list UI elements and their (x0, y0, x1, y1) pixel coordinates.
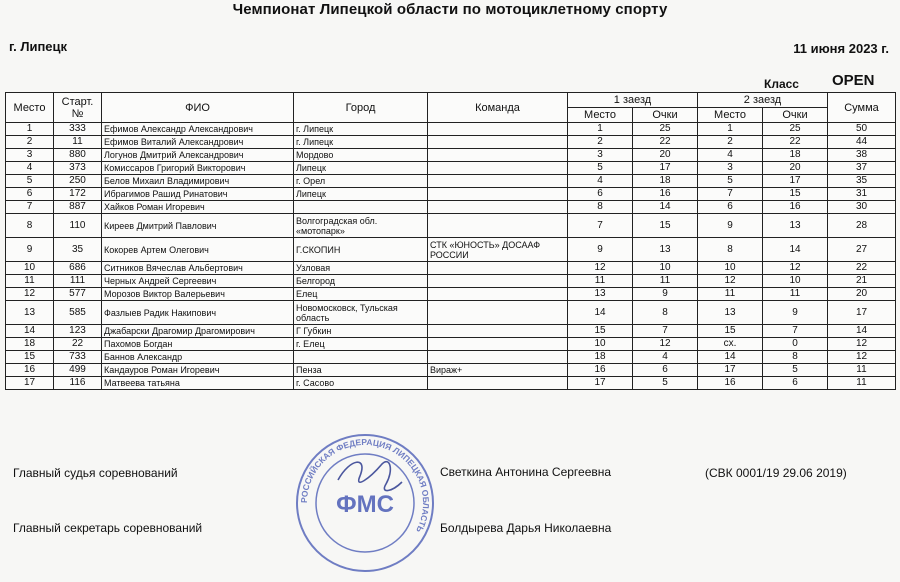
row-city: Липецк (294, 162, 428, 175)
row-heat1-points: 15 (633, 214, 698, 238)
row-heat1-points: 20 (633, 149, 698, 162)
row-heat1-place: 2 (568, 136, 633, 149)
row-name: Фазлыев Радик Накипович (102, 301, 294, 325)
row-sum: 31 (828, 188, 896, 201)
results-table (5, 92, 896, 390)
row-heat1-points: 10 (633, 262, 698, 275)
row-heat1-points: 22 (633, 136, 698, 149)
col-sum: Сумма (828, 93, 896, 123)
row-city: Волгоградская обл. «мотопарк» (294, 214, 428, 238)
row-heat2-points: 16 (763, 201, 828, 214)
row-heat1-place: 16 (568, 364, 633, 377)
table-row (6, 364, 896, 377)
col-start-no-line2: № (71, 107, 84, 120)
row-name: Ситников Вячеслав Альбертович (102, 262, 294, 275)
row-place: 3 (6, 149, 54, 162)
table-row (6, 325, 896, 338)
row-city: г. Липецк (294, 123, 428, 136)
row-heat1-points: 14 (633, 201, 698, 214)
row-name: Кокорев Артем Олегович (102, 238, 294, 262)
row-city: г. Елец (294, 338, 428, 351)
row-heat2-place: 10 (698, 262, 763, 275)
row-name: Морозов Виктор Валерьевич (102, 288, 294, 301)
row-start-no: 887 (54, 201, 102, 214)
row-heat1-points: 12 (633, 338, 698, 351)
row-heat2-points: 10 (763, 275, 828, 288)
row-name: Ефимов Виталий Александрович (102, 136, 294, 149)
row-team (428, 149, 568, 162)
col-heat2: 2 заезд (698, 93, 828, 108)
table-row (6, 275, 896, 288)
row-heat1-place: 15 (568, 325, 633, 338)
col-place: Место (6, 93, 54, 123)
row-start-no: 733 (54, 351, 102, 364)
col-heat1-place: Место (568, 108, 633, 123)
class-label: Класс (764, 77, 799, 91)
row-team (428, 123, 568, 136)
row-heat1-place: 14 (568, 301, 633, 325)
table-row (6, 162, 896, 175)
row-heat1-place: 10 (568, 338, 633, 351)
table-row (6, 175, 896, 188)
row-sum: 17 (828, 301, 896, 325)
row-sum: 14 (828, 325, 896, 338)
row-heat2-points: 9 (763, 301, 828, 325)
col-start-no-line1: Старт. (61, 95, 94, 108)
judge-role: Главный судья соревнований (13, 466, 178, 480)
row-heat2-place: 9 (698, 214, 763, 238)
row-team (428, 136, 568, 149)
row-sum: 22 (828, 262, 896, 275)
row-team (428, 201, 568, 214)
col-city: Город (294, 93, 428, 123)
row-sum: 28 (828, 214, 896, 238)
judge-certificate: (СВК 0001/19 29.06 2019) (705, 466, 847, 480)
table-row (6, 262, 896, 275)
row-heat2-points: 11 (763, 288, 828, 301)
row-start-no: 577 (54, 288, 102, 301)
row-heat1-place: 3 (568, 149, 633, 162)
row-heat2-points: 7 (763, 325, 828, 338)
row-heat2-points: 20 (763, 162, 828, 175)
row-team (428, 377, 568, 390)
row-heat2-place: 7 (698, 188, 763, 201)
official-stamp (290, 428, 440, 578)
row-sum: 44 (828, 136, 896, 149)
row-heat1-place: 5 (568, 162, 633, 175)
city-label: г. Липецк (9, 39, 68, 54)
row-heat2-points: 0 (763, 338, 828, 351)
row-sum: 50 (828, 123, 896, 136)
row-city: Новомосковск, Тульская область (294, 301, 428, 325)
row-city: Мордово (294, 149, 428, 162)
col-heat1-points: Очки (633, 108, 698, 123)
table-row (6, 288, 896, 301)
row-place: 17 (6, 377, 54, 390)
row-team (428, 301, 568, 325)
row-start-no: 686 (54, 262, 102, 275)
row-team (428, 175, 568, 188)
row-start-no: 880 (54, 149, 102, 162)
row-start-no: 333 (54, 123, 102, 136)
row-heat1-points: 8 (633, 301, 698, 325)
row-start-no: 111 (54, 275, 102, 288)
row-city: Г.СКОПИН (294, 238, 428, 262)
table-row (6, 338, 896, 351)
class-value: OPEN (832, 72, 875, 89)
row-team: СТК «ЮНОСТЬ» ДОСААФ РОССИИ (428, 238, 568, 262)
row-start-no: 11 (54, 136, 102, 149)
row-name: Киреев Дмитрий Павлович (102, 214, 294, 238)
row-heat1-place: 11 (568, 275, 633, 288)
row-city: Белгород (294, 275, 428, 288)
row-team (428, 288, 568, 301)
row-place: 1 (6, 123, 54, 136)
row-team (428, 275, 568, 288)
row-place: 14 (6, 325, 54, 338)
row-place: 4 (6, 162, 54, 175)
row-heat2-points: 17 (763, 175, 828, 188)
row-heat1-points: 6 (633, 364, 698, 377)
row-name: Хайков Роман Игоревич (102, 201, 294, 214)
row-heat1-points: 13 (633, 238, 698, 262)
row-heat2-place: 17 (698, 364, 763, 377)
row-heat2-points: 15 (763, 188, 828, 201)
row-heat1-points: 18 (633, 175, 698, 188)
table-row (6, 377, 896, 390)
row-heat1-place: 6 (568, 188, 633, 201)
row-start-no: 123 (54, 325, 102, 338)
row-heat1-place: 8 (568, 201, 633, 214)
row-city: Пенза (294, 364, 428, 377)
row-team (428, 214, 568, 238)
row-start-no: 116 (54, 377, 102, 390)
row-heat1-place: 17 (568, 377, 633, 390)
row-name: Ибрагимов Рашид Ринатович (102, 188, 294, 201)
row-city: Г Губкин (294, 325, 428, 338)
row-sum: 30 (828, 201, 896, 214)
col-heat2-place: Место (698, 108, 763, 123)
row-place: 8 (6, 214, 54, 238)
row-city: Узловая (294, 262, 428, 275)
row-heat1-points: 7 (633, 325, 698, 338)
row-heat2-points: 14 (763, 238, 828, 262)
row-heat1-points: 5 (633, 377, 698, 390)
row-heat2-place: 1 (698, 123, 763, 136)
table-row (6, 136, 896, 149)
row-place: 9 (6, 238, 54, 262)
row-start-no: 499 (54, 364, 102, 377)
row-sum: 11 (828, 377, 896, 390)
table-row (6, 301, 896, 325)
row-team (428, 188, 568, 201)
row-heat1-points: 17 (633, 162, 698, 175)
row-heat2-points: 22 (763, 136, 828, 149)
row-heat1-place: 7 (568, 214, 633, 238)
row-heat1-place: 13 (568, 288, 633, 301)
table-row (6, 351, 896, 364)
col-heat2-points: Очки (763, 108, 828, 123)
row-heat1-points: 16 (633, 188, 698, 201)
document-title: Чемпионат Липецкой области по мотоциклетному спорту (232, 1, 668, 18)
row-heat2-place: 14 (698, 351, 763, 364)
row-city: г. Орел (294, 175, 428, 188)
row-city: Елец (294, 288, 428, 301)
col-start-no (54, 93, 102, 123)
row-heat2-place: сх. (698, 338, 763, 351)
row-heat2-points: 12 (763, 262, 828, 275)
table-row (6, 214, 896, 238)
row-heat1-place: 1 (568, 123, 633, 136)
row-start-no: 172 (54, 188, 102, 201)
row-city: г. Сасово (294, 377, 428, 390)
row-place: 15 (6, 351, 54, 364)
row-sum: 38 (828, 149, 896, 162)
stamp-center-text: ФМС (336, 491, 394, 518)
col-team: Команда (428, 93, 568, 123)
secretary-name: Болдырева Дарья Николаевна (440, 521, 612, 535)
row-team (428, 338, 568, 351)
row-name: Баннов Александр (102, 351, 294, 364)
row-heat2-place: 13 (698, 301, 763, 325)
row-team (428, 162, 568, 175)
row-heat1-place: 4 (568, 175, 633, 188)
row-heat1-place: 12 (568, 262, 633, 275)
row-name: Пахомов Богдан (102, 338, 294, 351)
judge-name: Светкина Антонина Сергеевна (440, 465, 612, 479)
row-heat2-points: 18 (763, 149, 828, 162)
row-sum: 27 (828, 238, 896, 262)
row-start-no: 110 (54, 214, 102, 238)
row-sum: 35 (828, 175, 896, 188)
row-sum: 12 (828, 351, 896, 364)
row-city: г. Липецк (294, 136, 428, 149)
stamp-ring-textpath: РОССИЙСКАЯ ФЕДЕРАЦИЯ ЛИПЕЦКАЯ ОБЛАСТЬ (298, 436, 432, 535)
row-place: 11 (6, 275, 54, 288)
row-start-no: 585 (54, 301, 102, 325)
row-sum: 20 (828, 288, 896, 301)
row-place: 18 (6, 338, 54, 351)
row-heat1-place: 18 (568, 351, 633, 364)
header-row (6, 93, 896, 108)
row-heat2-points: 5 (763, 364, 828, 377)
row-sum: 21 (828, 275, 896, 288)
row-start-no: 373 (54, 162, 102, 175)
row-start-no: 35 (54, 238, 102, 262)
row-team (428, 351, 568, 364)
row-place: 12 (6, 288, 54, 301)
row-heat2-place: 3 (698, 162, 763, 175)
row-heat2-place: 5 (698, 175, 763, 188)
row-heat2-points: 6 (763, 377, 828, 390)
row-sum: 12 (828, 338, 896, 351)
row-heat2-place: 15 (698, 325, 763, 338)
row-place: 2 (6, 136, 54, 149)
row-heat1-points: 11 (633, 275, 698, 288)
table-row (6, 188, 896, 201)
row-place: 13 (6, 301, 54, 325)
row-heat2-place: 2 (698, 136, 763, 149)
row-place: 5 (6, 175, 54, 188)
row-team (428, 325, 568, 338)
row-heat2-place: 12 (698, 275, 763, 288)
table-row (6, 238, 896, 262)
row-place: 7 (6, 201, 54, 214)
row-place: 6 (6, 188, 54, 201)
row-name: Комиссаров Григорий Викторович (102, 162, 294, 175)
table-row (6, 123, 896, 136)
row-heat1-points: 4 (633, 351, 698, 364)
date-label: 11 июня 2023 г. (793, 41, 889, 56)
row-name: Логунов Дмитрий Александрович (102, 149, 294, 162)
row-name: Ефимов Александр Александрович (102, 123, 294, 136)
row-name: Черных Андрей Сергеевич (102, 275, 294, 288)
table-row (6, 149, 896, 162)
row-team (428, 262, 568, 275)
row-heat2-points: 13 (763, 214, 828, 238)
row-start-no: 250 (54, 175, 102, 188)
row-city (294, 351, 428, 364)
row-heat2-place: 11 (698, 288, 763, 301)
row-city (294, 201, 428, 214)
secretary-role: Главный секретарь соревнований (13, 521, 203, 535)
row-heat2-place: 6 (698, 201, 763, 214)
row-name: Белов Михаил Владимирович (102, 175, 294, 188)
row-sum: 11 (828, 364, 896, 377)
row-place: 16 (6, 364, 54, 377)
row-heat1-place: 9 (568, 238, 633, 262)
row-heat2-place: 4 (698, 149, 763, 162)
row-start-no: 22 (54, 338, 102, 351)
row-name: Матвеева татьяна (102, 377, 294, 390)
row-heat2-place: 8 (698, 238, 763, 262)
row-city: Липецк (294, 188, 428, 201)
table-row (6, 201, 896, 214)
row-heat2-place: 16 (698, 377, 763, 390)
row-name: Кандауров Роман Игоревич (102, 364, 294, 377)
handwritten-signature (338, 462, 402, 491)
col-name: ФИО (102, 93, 294, 123)
row-name: Джабарски Драгомир Драгомирович (102, 325, 294, 338)
row-heat1-points: 25 (633, 123, 698, 136)
row-sum: 37 (828, 162, 896, 175)
col-heat1: 1 заезд (568, 93, 698, 108)
row-heat2-points: 8 (763, 351, 828, 364)
row-place: 10 (6, 262, 54, 275)
row-team: Вираж+ (428, 364, 568, 377)
row-heat2-points: 25 (763, 123, 828, 136)
row-heat1-points: 9 (633, 288, 698, 301)
